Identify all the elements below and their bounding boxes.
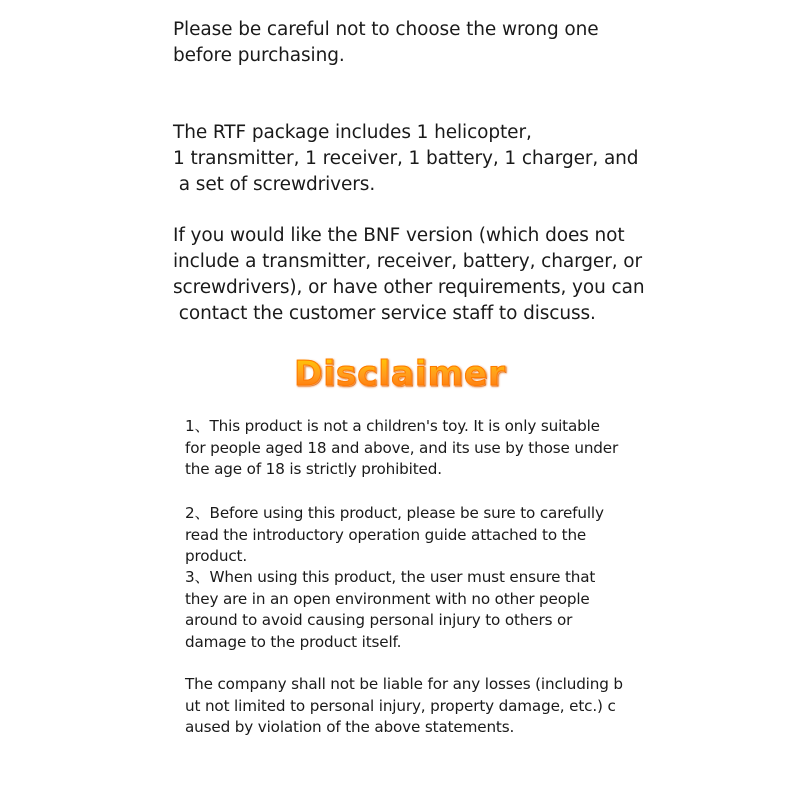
text-line: aused by violation of the above statements. [185,718,515,736]
disclaimer-item-3 [185,567,595,653]
rtf-package-description [173,120,638,198]
text-line: ut not limited to personal injury, property damage, etc.) c [185,696,616,715]
text-line: before purchasing. [173,45,345,66]
text-line: a set of screwdrivers. [173,174,376,195]
purchase-warning [173,17,599,69]
disclaimer-item-1 [185,416,618,481]
text-line: If you would like the BNF version (which does not [173,225,625,246]
text-line: 1、This product is not a children's toy. It is only suitable [185,417,600,435]
text-line: The RTF package includes 1 helicopter, [173,122,532,143]
text-line: the age of 18 is strictly prohibited. [185,460,442,478]
text-line: 3、When using this product, the user must ensure that [185,568,596,586]
text-line: The company shall not be liable for any losses (including b [185,675,623,693]
text-line: around to avoid causing personal injury to others or [185,611,573,629]
text-line: product. [185,547,248,565]
text-line: 1 transmitter, 1 receiver, 1 battery, 1 charger, and [173,148,639,169]
disclaimer-heading: Disclaimer [0,354,800,394]
text-line: contact the customer service staff to discuss. [173,303,596,324]
text-line: include a transmitter, receiver, battery, charger, or [173,251,642,272]
text-line: Please be careful not to choose the wrong one [173,19,599,40]
bnf-version-note [173,223,644,327]
text-line: damage to the product itself. [185,632,402,651]
disclaimer-item-2 [185,503,604,568]
text-line: screwdrivers), or have other requirements, you can [173,277,645,298]
text-line: 2、Before using this product, please be sure to carefully [185,504,604,522]
liability-statement [185,674,623,739]
text-line: for people aged 18 and above, and its use by those under [185,438,619,457]
text-line: they are in an open environment with no other people [185,589,590,608]
text-line: read the introductory operation guide attached to the [185,525,587,544]
